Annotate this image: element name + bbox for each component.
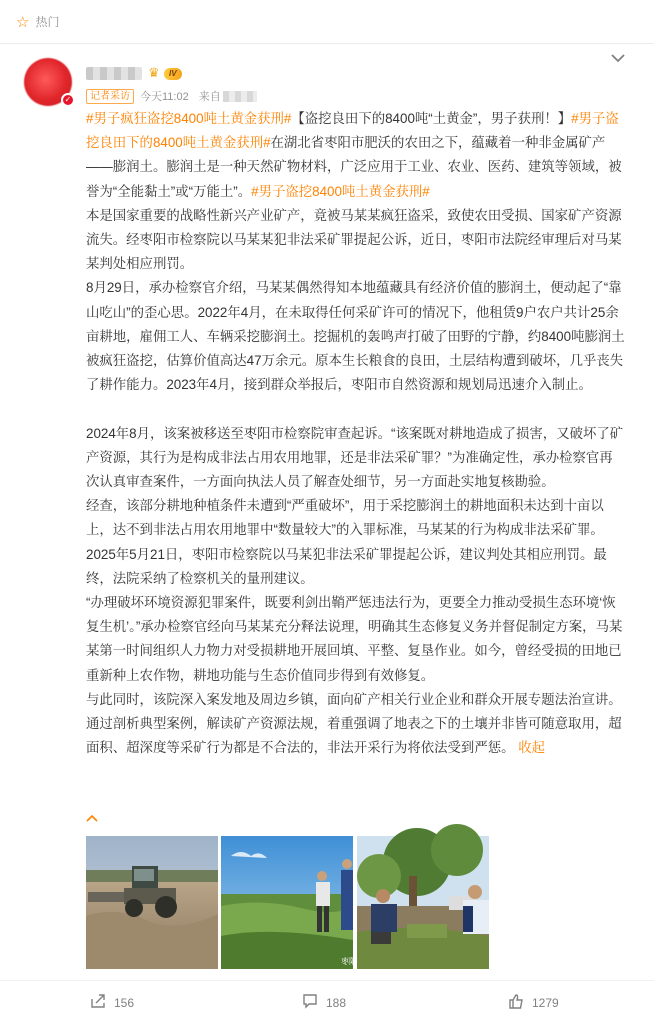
source-label: 来自	[198, 91, 221, 103]
verified-badge-icon: ✓	[61, 93, 75, 107]
paragraph-7	[86, 688, 626, 761]
post-photo-3[interactable]	[357, 836, 489, 969]
paragraph-6: “办理破坏环境资源犯罪案件，既要利剑出鞘严惩违法行为，更要全力推动受损生态环境‘恢复生机’。”承办检察官经向马某某充分释法说理，明确其生态修复义务并督促制定方案，马某某第一时间组织人力物力对受损耕地开展回填、平整、复垦作业。如今，曾经受损的田地已重新种上农作物，耕地功能与生态价值同步得到有效修复。	[86, 595, 623, 683]
chevron-up-icon[interactable]	[86, 810, 98, 825]
source-blurred	[223, 91, 257, 102]
like-button[interactable]	[508, 993, 559, 1013]
user-level-badge: IV	[164, 68, 182, 80]
comment-icon	[302, 993, 318, 1014]
paragraph-4: 2024年8月，该案被移送至枣阳市检察院审查起诉。“该案既对耕地造成了损害，又破坏了矿产资源，其行为是构成非法占用农用地罪，还是非法采矿罪？”为准确定性，承办检察官再次认真审查案件，一方面向执法人员了解查处细节，另一方面赴实地复核勘验。	[86, 425, 624, 490]
post-time[interactable]: 今天11:02	[140, 91, 189, 103]
photo-watermark: 枣阳	[341, 957, 357, 966]
post-photo-2[interactable]	[221, 836, 357, 969]
body-text: 与此同时，该院深入案发地及周边乡镇，面向矿产相关行业企业和群众开展专题法治宣讲。通过剖析典型案例，解读矿产资源法规，着重强调了地表之下的土壤并非皆可随意取用，超面积、超深度等采矿行为都是不合法的，非法开采行为将依法受到严惩。	[86, 691, 622, 756]
paragraph-2: 本是国家重要的战略性新兴产业矿产，竟被马某某疯狂盗采，致使农田受损、国家矿产资源流失。经枣阳市检察院以马某某犯非法采矿罪提起公诉，近日，枣阳市法院经审理后对马某某判处相应刑罚。	[86, 207, 622, 272]
paragraph-1	[86, 107, 626, 204]
hashtag-link[interactable]: #男子盗挖8400吨土黄金获刑#	[251, 183, 430, 199]
share-icon	[90, 993, 106, 1014]
paragraph-3: 8月29日，承办检察官介绍，马某某偶然得知本地蕴藏具有经济价值的膨润土，便动起了“靠山吃山”的歪心思。2022年4月，在未取得任何采矿许可的情况下，他租赁9户农户共计25余亩耕地，雇佣工人、车辆采挖膨润土。挖掘机的轰鸣声打破了田野的宁静，约8400吨膨润土被疯狂盗挖，估算价值高达47万余元。原本生长粮食的良田，土层结构遭到破坏，几乎丧失了耕作能力。2023年4月，接到群众举报后，枣阳市自然资源和规划局迅速介入制止。	[86, 280, 625, 393]
chevron-down-icon[interactable]	[606, 50, 630, 70]
headline-text: 【盗挖良田下的8400吨“土黄金”，男子获刑！】	[291, 111, 572, 126]
paragraph-5: 经查，该部分耕地种植条件未遭到“严重破坏”，用于采挖膨润土的耕地面积未达到十亩以上，达不到非法占用农用地罪中“数量较大”的入罪标准，马某某的行为构成非法采矿罪。2025年5月21日，枣阳市检察院以马某犯非法采矿罪提起公诉，建议判处其相应刑罚。最终，法院采纳了检察机关的量刑建议。	[86, 498, 607, 586]
post-meta	[86, 88, 257, 104]
post-photo-1[interactable]	[86, 836, 218, 969]
action-bar	[0, 980, 654, 1026]
hashtag-link[interactable]: #男子疯狂盗挖8400吨土黄金获刑#	[86, 111, 292, 126]
comment-button[interactable]	[302, 993, 346, 1013]
post-body	[86, 107, 626, 760]
star-outline-icon: ☆	[16, 13, 30, 31]
hashtag-link[interactable]: #男子盗挖良田下的8400吨土黄金获刑#	[86, 111, 619, 151]
like-count: 1279	[532, 996, 559, 1010]
blank-line	[86, 397, 626, 421]
crown-icon: ♛	[148, 65, 160, 80]
hot-label: 热门	[35, 15, 60, 29]
collapse-button[interactable]: 收起	[518, 740, 546, 756]
reporter-tag: 记者采访	[86, 89, 134, 104]
hot-header	[0, 0, 654, 44]
body-text: 在湖北省枣阳市肥沃的农田之下，蕴藏着一种非金属矿产——膨润土。膨润土是一种天然矿物材料，广泛应用于工业、农业、医药、建筑等领域，被誉为“全能黏土”或“万能土”。	[86, 135, 622, 199]
username-blurred[interactable]	[86, 67, 142, 80]
comment-count: 188	[326, 996, 347, 1010]
thumbs-up-icon	[508, 993, 524, 1014]
share-count: 156	[114, 996, 135, 1010]
share-button[interactable]	[90, 993, 134, 1013]
